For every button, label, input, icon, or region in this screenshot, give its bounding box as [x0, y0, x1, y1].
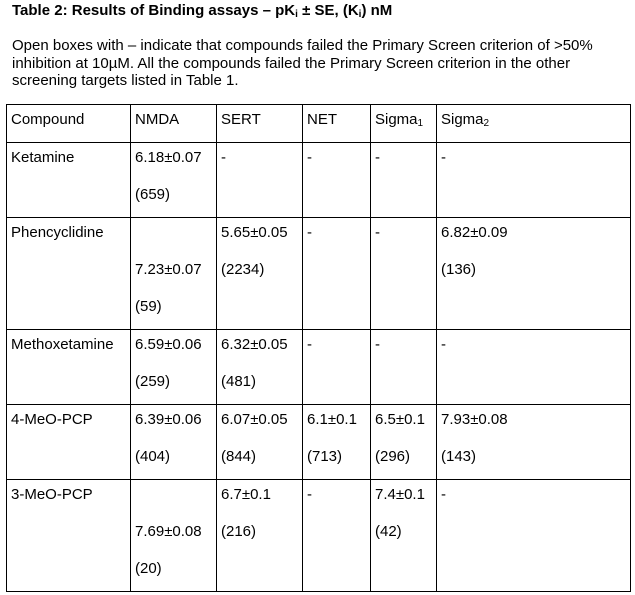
- cell-compound: [7, 218, 131, 330]
- cell-net: [303, 405, 371, 480]
- cell-net: [303, 330, 371, 405]
- cell-value: (2234): [221, 261, 265, 278]
- header-sigma2: Sigma$_2$: [437, 105, 631, 143]
- cell-value: (143): [441, 448, 477, 465]
- cell-net: [303, 218, 371, 330]
- title-text: Table 2: Results of Binding assays – pK: [12, 2, 296, 19]
- cell-value: 7.23±0.07: [135, 261, 202, 278]
- cell-value: 6.32±0.05: [221, 336, 288, 353]
- cell-sigma2: [437, 480, 631, 592]
- header-nmda: NMDA: [131, 105, 217, 143]
- cell-value: [135, 480, 216, 517]
- title-subscript-i: i: [295, 9, 298, 20]
- cell-value: -: [221, 149, 226, 166]
- compound-name: 3-MeO-PCP: [11, 486, 93, 503]
- cell-sigma2: [437, 330, 631, 405]
- cell-value: 5.65±0.05: [221, 224, 288, 241]
- cell-nmda: [131, 143, 217, 218]
- cell-value: -: [375, 336, 380, 353]
- cell-nmda: [131, 330, 217, 405]
- cell-value: 6.7±0.1: [221, 486, 271, 503]
- table-row: [7, 143, 631, 218]
- cell-value: 6.1±0.1: [307, 411, 357, 428]
- cell-value: (296): [375, 448, 411, 465]
- header-compound: Compound: [7, 105, 131, 143]
- header-net: NET: [303, 105, 371, 143]
- table-row: [7, 480, 631, 592]
- cell-sert: [217, 143, 303, 218]
- table-row: [7, 405, 631, 480]
- note-line: Open boxes with – indicate that compounds failed the Primary Screen criterion of >50%: [12, 37, 593, 54]
- table-header-row: [7, 105, 631, 143]
- cell-value: (216): [221, 523, 257, 540]
- cell-sigma1: [371, 218, 437, 330]
- table-title: [12, 1, 392, 21]
- compound-name: 4-MeO-PCP: [11, 411, 93, 428]
- cell-sert: [217, 480, 303, 592]
- title-subscript-i-2: i: [358, 9, 362, 20]
- cell-value: (659): [135, 186, 171, 203]
- cell-value: (42): [375, 523, 402, 540]
- cell-sigma1: [371, 330, 437, 405]
- cell-value: -: [375, 149, 380, 166]
- cell-value: 6.39±0.06: [135, 411, 202, 428]
- cell-value: (259): [135, 373, 171, 390]
- table-note: [12, 37, 632, 90]
- cell-value: 6.82±0.09: [441, 224, 508, 241]
- header-sert: SERT: [217, 105, 303, 143]
- cell-nmda: [131, 480, 217, 592]
- cell-value: -: [441, 486, 446, 503]
- note-line: screening targets listed in Table 1.: [12, 72, 239, 89]
- cell-compound: [7, 143, 131, 218]
- compound-name: Methoxetamine: [11, 336, 114, 353]
- cell-sigma2: [437, 218, 631, 330]
- cell-sigma2: [437, 405, 631, 480]
- compound-name: Phencyclidine: [11, 224, 104, 241]
- cell-value: -: [375, 224, 380, 241]
- cell-value: (136): [441, 261, 477, 278]
- cell-value: (20): [135, 560, 162, 577]
- cell-value: (59): [135, 298, 162, 315]
- cell-value: -: [307, 224, 312, 241]
- cell-net: [303, 143, 371, 218]
- cell-sigma1: [371, 143, 437, 218]
- cell-value: -: [307, 149, 312, 166]
- cell-sigma1: [371, 405, 437, 480]
- note-line: inhibition at 10µM. All the compounds failed the Primary Screen criterion in the other: [12, 54, 571, 72]
- cell-value: 7.69±0.08: [135, 523, 202, 540]
- cell-sert: [217, 218, 303, 330]
- cell-nmda: [131, 218, 217, 330]
- title-text-end: ) nM: [361, 2, 393, 19]
- cell-value: -: [441, 149, 446, 166]
- cell-value: (844): [221, 448, 257, 465]
- cell-nmda: [131, 405, 217, 480]
- cell-sigma1: [371, 480, 437, 592]
- table-row: [7, 218, 631, 330]
- cell-value: [135, 218, 216, 255]
- cell-compound: [7, 405, 131, 480]
- cell-sigma2: [437, 143, 631, 218]
- cell-value: -: [307, 336, 312, 353]
- cell-compound: [7, 330, 131, 405]
- cell-value: -: [441, 336, 446, 353]
- cell-value: 6.5±0.1: [375, 411, 425, 428]
- cell-value: (713): [307, 448, 343, 465]
- cell-value: 6.18±0.07: [135, 149, 202, 166]
- cell-net: [303, 480, 371, 592]
- cell-compound: [7, 480, 131, 592]
- cell-value: 7.93±0.08: [441, 411, 508, 428]
- cell-value: -: [307, 486, 312, 503]
- title-text-mid: ± SE, (K: [297, 2, 359, 19]
- cell-sert: [217, 330, 303, 405]
- header-sigma1: Sigma$_1$: [371, 105, 437, 143]
- cell-value: 6.59±0.06: [135, 336, 202, 353]
- binding-results-table: [6, 104, 631, 592]
- compound-name: Ketamine: [11, 149, 75, 166]
- cell-value: (481): [221, 373, 257, 390]
- cell-value: 7.4±0.1: [375, 486, 425, 503]
- cell-sert: [217, 405, 303, 480]
- cell-value: 6.07±0.05: [221, 411, 288, 428]
- table-row: [7, 330, 631, 405]
- cell-value: (404): [135, 448, 171, 465]
